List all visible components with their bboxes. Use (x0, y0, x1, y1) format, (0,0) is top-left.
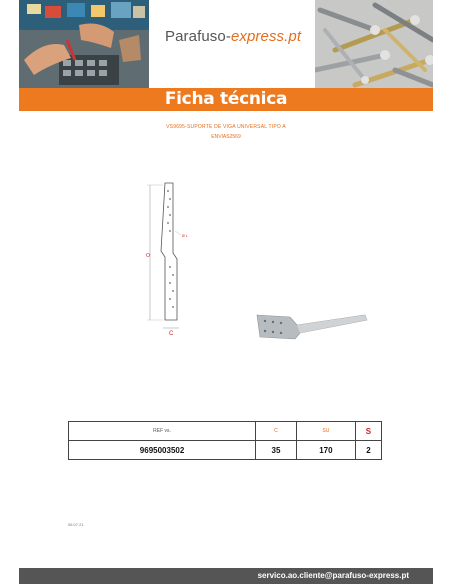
bracket-3d-image (245, 305, 370, 345)
brand-accent-text: express.pt (230, 28, 302, 45)
workshop-photo (19, 0, 149, 88)
header-c: C (256, 422, 297, 441)
footer-email-link[interactable]: servico.ao.cliente@parafuso-express.pt (257, 571, 409, 580)
brand-main-text: Parafuso- (165, 28, 231, 45)
cell-s: 2 (355, 441, 381, 460)
header-ref: REF vs. (69, 422, 256, 441)
table-row (69, 441, 382, 460)
header-su: SU (296, 422, 355, 441)
header (19, 0, 433, 92)
cell-c: 35 (256, 441, 297, 460)
product-code: ENVIAS2569 (211, 134, 241, 140)
header-s: S (355, 422, 381, 441)
footer-bar (19, 568, 433, 584)
width-dimension-label: C (169, 331, 174, 337)
document-date: 06.07.21 (68, 522, 84, 527)
title-banner (19, 88, 433, 111)
cell-ref: 9695003502 (69, 441, 256, 460)
cell-su: 170 (296, 441, 355, 460)
specification-table (68, 421, 382, 460)
table-header-row (69, 422, 382, 441)
brand-logo (165, 28, 301, 45)
page-title: Ficha técnica (164, 89, 288, 109)
screws-photo (315, 0, 433, 88)
product-title: VS9695-SUPORTE DE VIGA UNIVERSAL TIPO A (166, 124, 286, 130)
technical-drawing (135, 175, 215, 340)
bracket-outline (161, 183, 177, 320)
height-dimension-label: O (146, 253, 150, 259)
side-dimension-label: Ø L (182, 234, 188, 238)
